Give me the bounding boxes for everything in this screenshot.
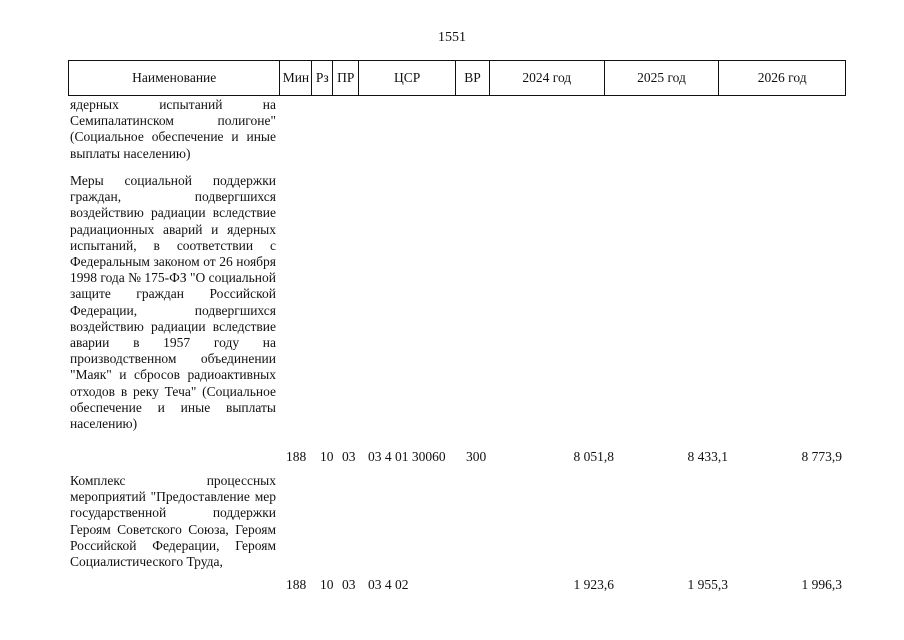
row-pr: 03 — [342, 449, 356, 464]
header-2025: 2025 год — [605, 61, 720, 95]
row-pr: 03 — [342, 577, 356, 592]
row-min: 188 — [286, 577, 307, 592]
row-2025: 8 433,1 — [687, 449, 728, 464]
header-2026: 2026 год — [757, 70, 807, 85]
header-vr: ВР — [456, 61, 490, 95]
row-name: Комплекс процессных мероприятий "Предоставление мер государственной поддержки Героям Советского Союза, Героям Российской Федерации, Героям Социалистического Труда, — [70, 473, 276, 570]
row-2024: 8 051,8 — [573, 449, 614, 464]
header-csr: ЦСР — [359, 61, 456, 95]
header-rz: Рз — [312, 61, 333, 95]
page-number: 1551 — [438, 30, 466, 45]
row-name: ядерных испытаний на Семипалатинском полигоне" (Социальное обеспечение и иные выплаты населению) — [70, 97, 276, 161]
header-pr: ПР — [333, 61, 359, 95]
row-vr: 300 — [466, 449, 487, 464]
row-2024: 1 923,6 — [573, 577, 614, 592]
header-name: Наименование — [69, 61, 280, 95]
table-header — [68, 60, 846, 96]
row-rz: 10 — [320, 449, 334, 464]
row-name: Меры социальной поддержки граждан, подвергшихся воздействию радиации вследствие радиационных аварий и ядерных испытаний, в соответствии с Федеральным законом от 26 ноября 1998 года № 175-ФЗ "О социальной защите граждан Российской Федерации, подвергшихся воздействию радиации вследствие аварии в 1957 году на производственном объединении "Маяк" и сбросов радиоактивных отходов в реку Теча" (Социальное обеспечение и иные выплаты населению) — [70, 173, 277, 432]
row-csr: 03 4 01 30060 — [368, 449, 446, 464]
row-min: 188 — [286, 449, 307, 464]
header-min: Мин — [280, 61, 312, 95]
header-2024: 2024 год — [490, 61, 605, 95]
row-2025: 1 955,3 — [687, 577, 728, 592]
row-2026: 1 996,3 — [801, 577, 842, 592]
row-csr: 03 4 02 — [368, 577, 409, 592]
row-2026: 8 773,9 — [801, 449, 842, 464]
row-rz: 10 — [320, 577, 334, 592]
